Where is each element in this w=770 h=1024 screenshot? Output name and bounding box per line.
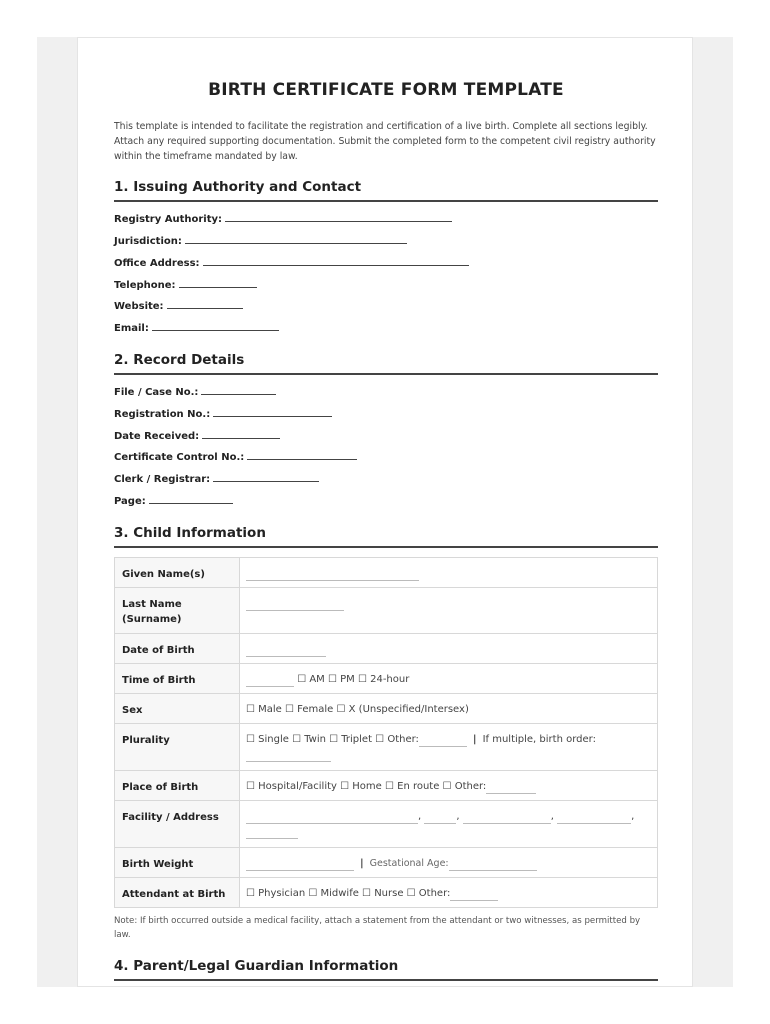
document-title: BIRTH CERTIFICATE FORM TEMPLATE [208,80,564,100]
place-of-birth-label: Place of Birth [115,771,240,801]
date-of-birth-label: Date of Birth [115,634,240,664]
attendant-cell[interactable] [240,878,658,908]
certificate-control-line[interactable] [247,449,357,460]
section3-heading: 3. Child Information [114,525,658,548]
registry-authority-field[interactable] [114,211,452,225]
sex-cell[interactable] [240,694,658,724]
email-line[interactable] [152,320,279,331]
telephone-label: Telephone: [114,280,176,291]
document-page [77,37,693,987]
website-field[interactable] [114,298,243,312]
office-address-line[interactable] [203,255,469,266]
table-row [115,801,658,848]
page-field[interactable] [114,493,233,507]
time-of-birth-options[interactable]: ☐ AM ☐ PM ☐ 24-hour [297,674,410,685]
email-label: Email: [114,323,149,334]
registration-no-line[interactable] [213,406,332,417]
date-received-field[interactable] [114,428,280,442]
certificate-control-label: Certificate Control No.: [114,452,245,463]
birth-weight-input[interactable] [246,858,354,871]
date-received-label: Date Received: [114,431,200,442]
last-name-label: Last Name (Surname) [115,588,240,634]
table-row [115,634,658,664]
table-row [115,588,658,634]
plurality-options[interactable]: ☐ Single ☐ Twin ☐ Triplet ☐ Other: [246,734,419,745]
table-row [115,848,658,878]
website-line[interactable] [167,298,243,309]
email-field[interactable] [114,320,279,334]
website-label: Website: [114,301,164,312]
last-name-input[interactable] [246,598,344,611]
telephone-line[interactable] [179,277,257,288]
facility-postal-input[interactable] [246,826,298,839]
place-other-input[interactable] [486,781,536,794]
table-row [115,771,658,801]
certificate-control-field[interactable] [114,449,357,463]
plurality-cell[interactable] [240,724,658,771]
comma: , [550,811,554,822]
birth-order-label: If multiple, birth order: [482,734,596,745]
facility-city-input[interactable] [463,811,551,824]
clerk-registrar-line[interactable] [213,471,319,482]
page-label: Page: [114,496,146,507]
table-row [115,694,658,724]
file-case-line[interactable] [201,384,276,395]
facility-address-label: Facility / Address [115,801,240,848]
telephone-field[interactable] [114,277,257,291]
gestational-age-input[interactable] [449,858,537,871]
place-of-birth-cell[interactable] [240,771,658,801]
birth-weight-cell[interactable] [240,848,658,878]
comma: , [418,811,422,822]
attendant-label: Attendant at Birth [115,878,240,908]
outside-facility-note: Note: If birth occurred outside a medical facility, attach a statement from the attendant or two witnesses, as permitted by law. [114,916,641,940]
last-name-cell[interactable] [240,588,658,634]
jurisdiction-line[interactable] [185,233,407,244]
table-row [115,558,658,588]
office-address-label: Office Address: [114,258,200,269]
time-of-birth-label: Time of Birth [115,664,240,694]
clerk-registrar-label: Clerk / Registrar: [114,474,211,485]
table-row [115,878,658,908]
date-of-birth-cell[interactable] [240,634,658,664]
separator: | [360,858,364,869]
time-of-birth-cell[interactable] [240,664,658,694]
child-information-table [114,557,658,908]
facility-region-input[interactable] [557,811,631,824]
facility-address-cell[interactable] [240,801,658,848]
table-row [115,664,658,694]
facility-street-input[interactable] [246,811,418,824]
sex-options[interactable]: ☐ Male ☐ Female ☐ X (Unspecified/Intersex) [246,704,469,715]
plurality-other-input[interactable] [419,734,467,747]
jurisdiction-field[interactable] [114,233,407,247]
sex-label: Sex [115,694,240,724]
file-case-field[interactable] [114,384,276,398]
separator: | [472,734,477,745]
birth-order-input[interactable] [246,749,331,762]
time-of-birth-input[interactable] [246,674,294,687]
birth-weight-label: Birth Weight [115,848,240,878]
file-case-label: File / Case No.: [114,387,199,398]
registration-no-label: Registration No.: [114,409,211,420]
registry-authority-label: Registry Authority: [114,214,223,225]
section4-heading: 4. Parent/Legal Guardian Information [114,958,658,981]
page-line[interactable] [149,493,233,504]
place-of-birth-options[interactable]: ☐ Hospital/Facility ☐ Home ☐ En route ☐ Other: [246,781,487,792]
facility-unit-input[interactable] [424,811,456,824]
gestational-age-label: Gestational Age: [369,858,449,869]
given-name-cell[interactable] [240,558,658,588]
given-name-label: Given Name(s) [115,558,240,588]
comma: , [631,811,635,822]
office-address-field[interactable] [114,255,469,269]
clerk-registrar-field[interactable] [114,471,319,485]
section2-heading: 2. Record Details [114,352,658,375]
intro-paragraph: This template is intended to facilitate the registration and certification of a live birth. Complete all sections legibly. Attach any required supporting documentation. Submit the completed form to the competent civil registry authority within the timeframe mandated by law. [114,121,656,162]
section1-heading: 1. Issuing Authority and Contact [114,179,658,202]
jurisdiction-label: Jurisdiction: [114,236,182,247]
attendant-other-input[interactable] [450,888,498,901]
plurality-label: Plurality [115,724,240,771]
table-row [115,724,658,771]
registry-authority-line[interactable] [225,211,452,222]
date-received-line[interactable] [202,428,280,439]
given-name-input[interactable] [246,568,419,581]
comma: , [456,811,460,822]
attendant-options[interactable]: ☐ Physician ☐ Midwife ☐ Nurse ☐ Other: [246,888,451,899]
date-of-birth-input[interactable] [246,644,326,657]
registration-no-field[interactable] [114,406,332,420]
